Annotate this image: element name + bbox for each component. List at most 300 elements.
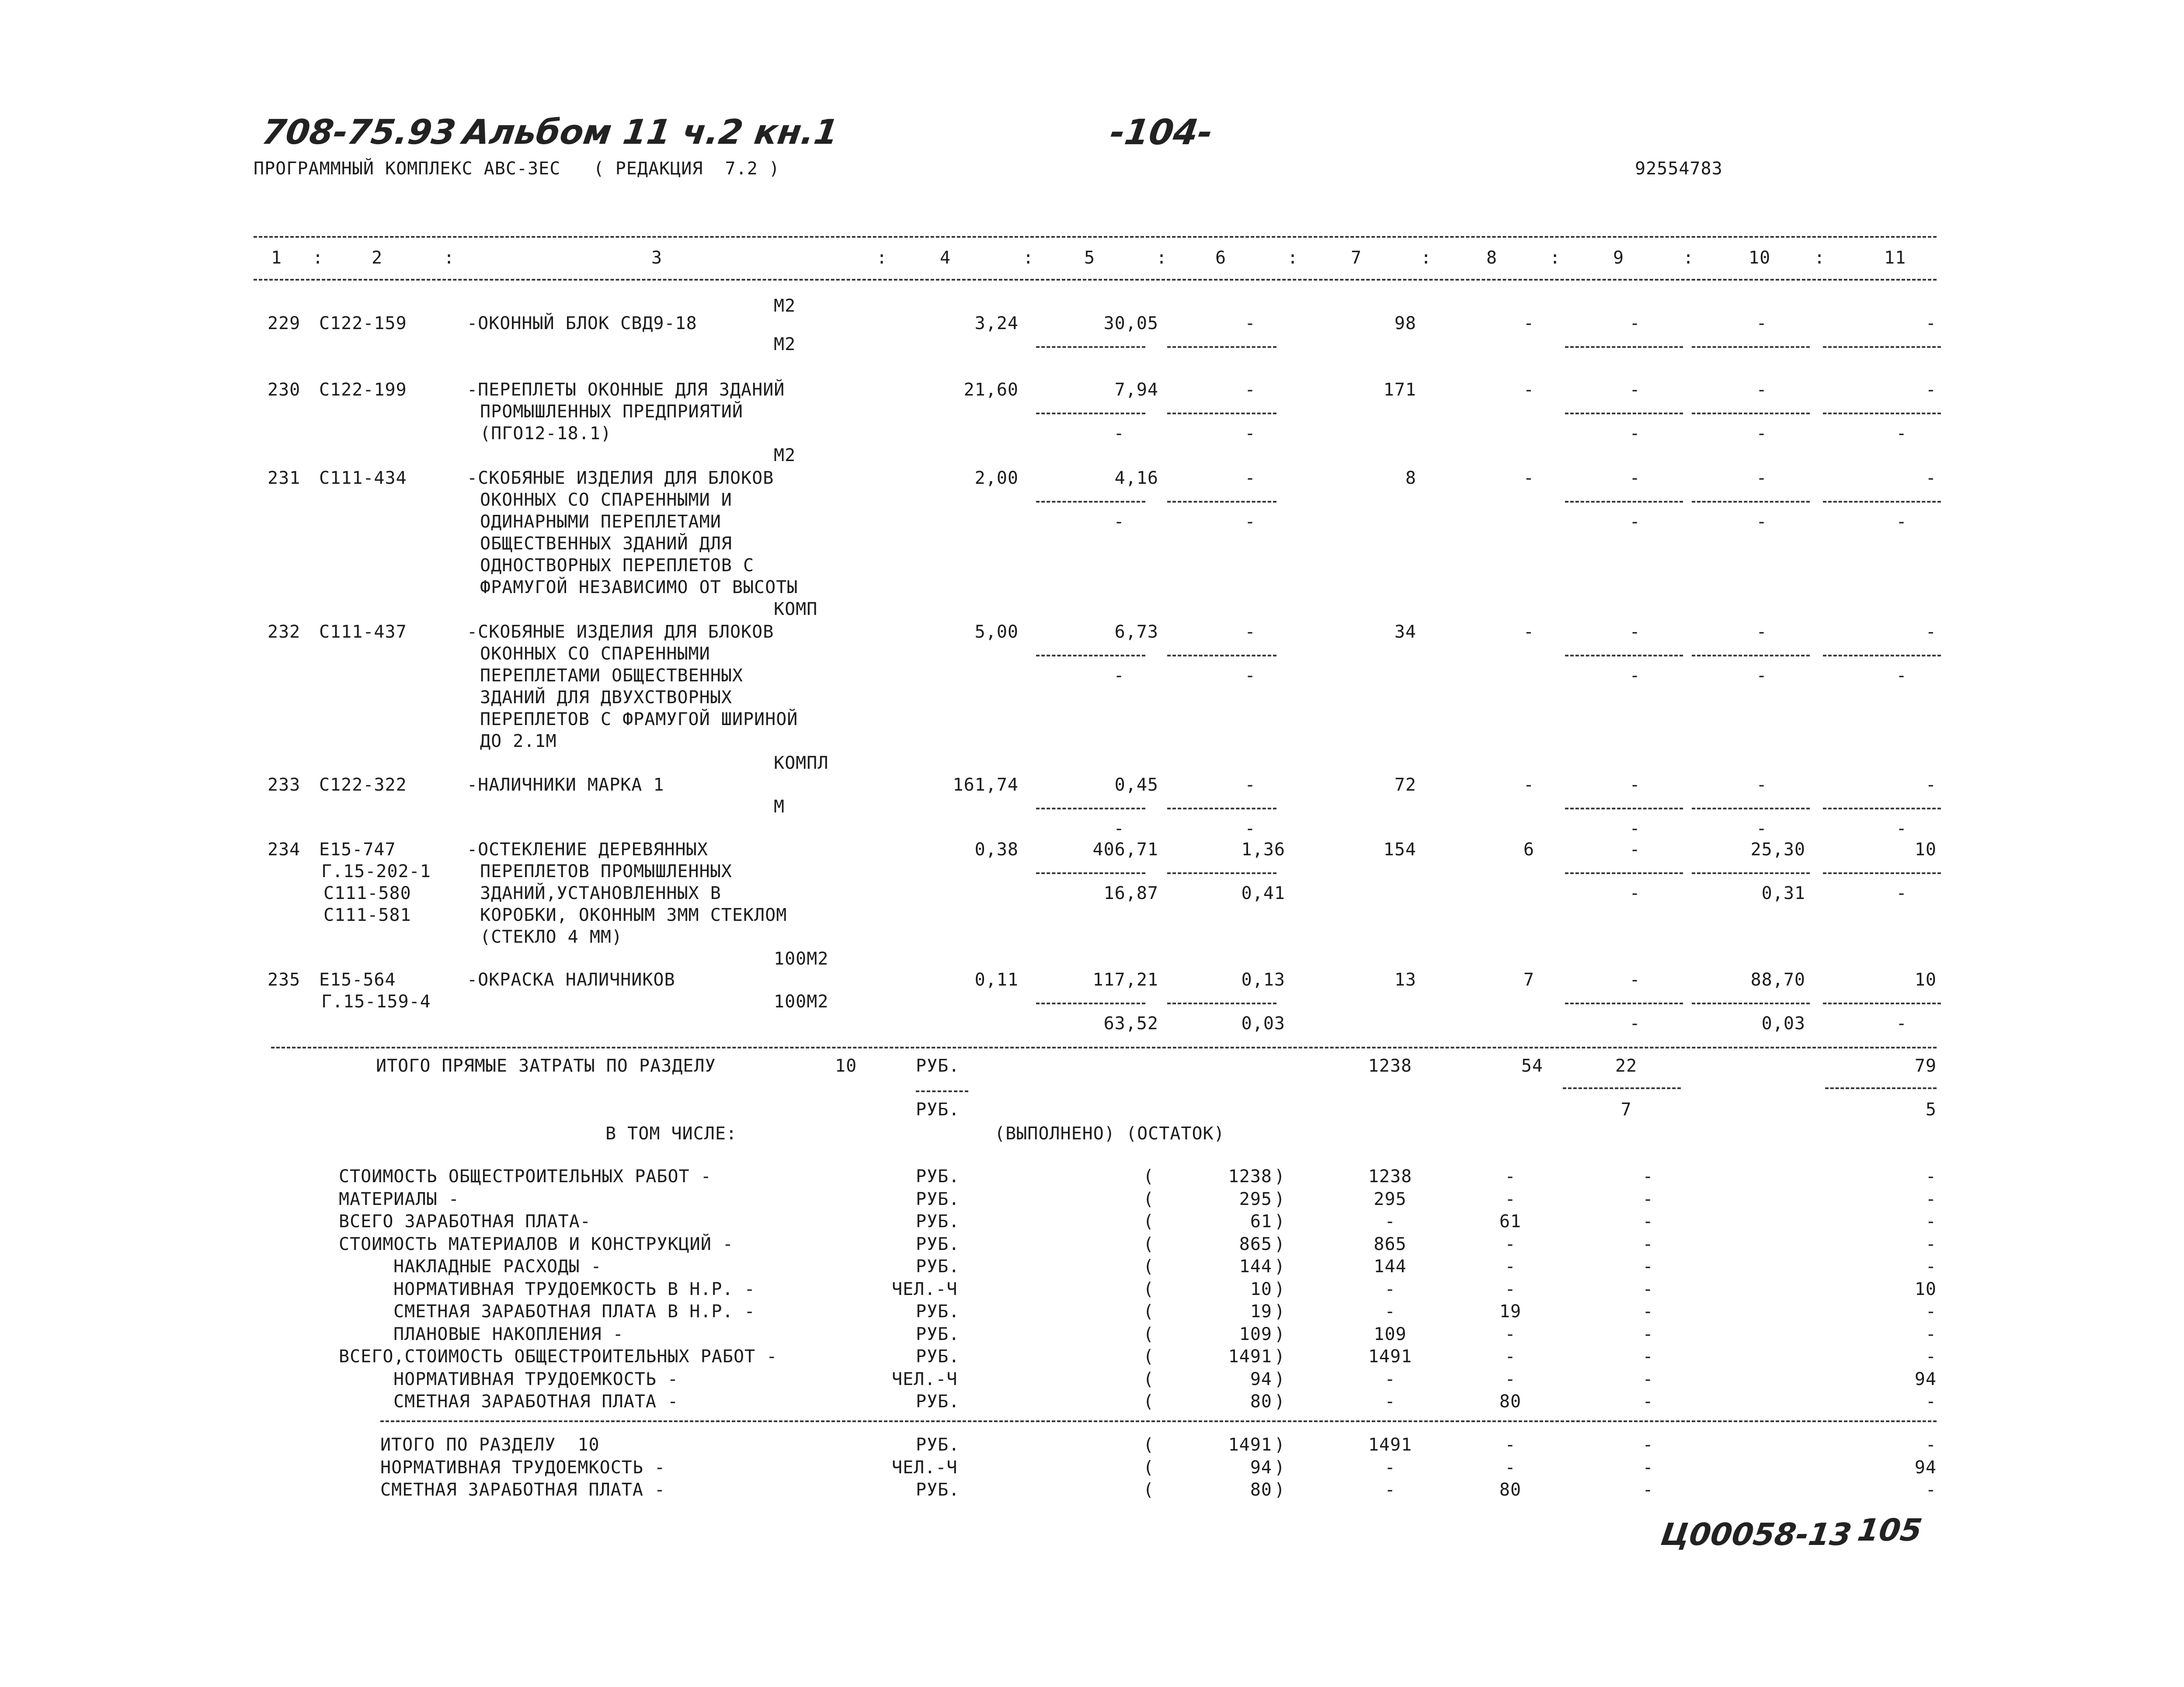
row-cell-c8: - [1523, 775, 1534, 795]
breakdown-paren-value: 144 [1239, 1257, 1272, 1277]
row-cell-divider [1823, 872, 1941, 874]
row-number: 229 [268, 313, 301, 333]
section-total-c7: - [1384, 1457, 1396, 1478]
row-cell-c4: 0,11 [974, 970, 1019, 990]
row-description: (СТЕКЛО 4 ММ) [480, 927, 623, 947]
totals-direct-c11b: 5 [1925, 1100, 1937, 1120]
row-cell-c10b: - [1756, 666, 1767, 686]
row-cell-c7: 72 [1394, 775, 1416, 795]
section-total-c9: - [1642, 1457, 1654, 1478]
column-separator: : [1550, 248, 1561, 268]
breakdown-c7: 1238 [1368, 1166, 1412, 1187]
breakdown-c9: - [1642, 1324, 1654, 1344]
breakdown-label: СТОИМОСТЬ ОБЩЕСТРОИТЕЛЬНЫХ РАБОТ - [339, 1166, 712, 1187]
row-description: ЗДАНИЙ ДЛЯ ДВУХСТВОРНЫХ [480, 687, 732, 708]
breakdown-paren-value: 865 [1239, 1234, 1272, 1254]
row-cell-divider [1692, 501, 1810, 503]
row-cell-c11b: - [1896, 819, 1907, 839]
breakdown-c11: - [1925, 1257, 1937, 1277]
row-cell-c4: 21,60 [963, 380, 1019, 400]
row-cell-c9: - [1629, 775, 1641, 795]
breakdown-paren-value: 1238 [1228, 1166, 1272, 1187]
row-cell-divider [1565, 808, 1683, 809]
row-cell-divider [1167, 655, 1276, 656]
row-cell-c7: 171 [1383, 380, 1416, 400]
section-total-c7: - [1384, 1480, 1396, 1500]
breakdown-paren-open: ( [1143, 1211, 1155, 1232]
row-description: ОДИНАРНЫМИ ПЕРЕПЛЕТАМИ [480, 512, 721, 532]
breakdown-c9: - [1642, 1369, 1654, 1389]
row-unit: 100М2 [774, 992, 829, 1012]
column-separator: : [444, 248, 455, 268]
breakdown-c8: - [1505, 1324, 1516, 1344]
breakdown-label: СМЕТНАЯ ЗАРАБОТНАЯ ПЛАТА - [393, 1392, 679, 1412]
breakdown-c8: 19 [1499, 1302, 1522, 1322]
row-cell-c11: - [1925, 622, 1937, 642]
breakdown-paren-value: 10 [1250, 1279, 1272, 1299]
column-header-9: 9 [1613, 248, 1624, 268]
row-cell-c7: 154 [1383, 840, 1416, 860]
column-header-7: 7 [1351, 248, 1362, 268]
totals-unit-underline [916, 1090, 968, 1092]
row-cell-c9b: - [1629, 512, 1641, 532]
row-cell-c6b: - [1245, 512, 1256, 532]
section-total-c11: - [1925, 1480, 1937, 1500]
breakdown-paren-open: ( [1143, 1166, 1155, 1187]
row-code: С122-199 [319, 380, 407, 400]
breakdown-c7: 295 [1374, 1189, 1407, 1209]
breakdown-label: НАКЛАДНЫЕ РАСХОДЫ - [393, 1257, 602, 1277]
row-cell-divider [1823, 413, 1941, 414]
row-cell-divider [1565, 346, 1683, 348]
section-total-c11: - [1925, 1435, 1937, 1455]
breakdown-label: СТОИМОСТЬ МАТЕРИАЛОВ И КОНСТРУКЦИЙ - [339, 1234, 734, 1254]
row-cell-c4: 161,74 [953, 775, 1019, 795]
row-number: 233 [268, 775, 301, 795]
row-cell-c6: - [1245, 313, 1256, 333]
breakdown-paren-close: ) [1274, 1189, 1286, 1209]
row-cell-divider [1692, 808, 1810, 809]
row-cell-c6b: - [1245, 666, 1256, 686]
row-code: С122-159 [319, 313, 407, 333]
breakdown-paren-open: ( [1143, 1369, 1155, 1389]
row-cell-c10: - [1756, 775, 1767, 795]
column-header-4: 4 [940, 248, 951, 268]
row-cell-divider [1692, 872, 1810, 874]
section-total-c9: - [1642, 1480, 1654, 1500]
row-cell-divider [1036, 1003, 1145, 1004]
section-total-c8: 80 [1499, 1480, 1522, 1500]
row-cell-c8: - [1523, 622, 1534, 642]
row-cell-divider [1692, 1003, 1810, 1004]
row-cell-divider [1823, 655, 1941, 656]
column-header-3: 3 [651, 248, 663, 268]
row-cell-c11: - [1925, 380, 1937, 400]
row-cell-c9: - [1629, 970, 1641, 990]
row-cell-divider [1823, 346, 1941, 348]
row-code: С122-322 [319, 775, 407, 795]
breakdown-unit: РУБ. [916, 1324, 960, 1344]
row-unit-top: М2 [774, 296, 796, 316]
row-cell-c5b: 16,87 [1103, 883, 1158, 903]
breakdown-c9: - [1642, 1347, 1654, 1367]
row-cell-c8: - [1523, 380, 1534, 400]
handwritten-footer-page: 105 [1855, 1512, 1924, 1548]
section-total-c8: - [1505, 1457, 1516, 1478]
breakdown-c11: 94 [1914, 1369, 1937, 1389]
totals-c9-underline [1563, 1087, 1681, 1089]
breakdown-c7: - [1384, 1302, 1396, 1322]
row-cell-c9: - [1629, 840, 1641, 860]
breakdown-c8: - [1505, 1189, 1516, 1209]
breakdown-c11: - [1925, 1392, 1937, 1412]
breakdown-paren-value: 19 [1250, 1302, 1272, 1322]
section-total-unit: РУБ. [916, 1480, 960, 1500]
row-cell-c5b: - [1113, 666, 1125, 686]
row-cell-divider [1565, 501, 1683, 503]
breakdown-c7: - [1384, 1211, 1396, 1232]
row-cell-divider [1565, 655, 1683, 656]
row-cell-c6: - [1245, 380, 1256, 400]
column-header-11: 11 [1884, 248, 1906, 268]
row-cell-c11: 10 [1914, 970, 1937, 990]
row-cell-c9: - [1629, 622, 1641, 642]
row-description: -СКОБЯНЫЕ ИЗДЕЛИЯ ДЛЯ БЛОКОВ [467, 622, 774, 642]
column-header-2: 2 [372, 248, 383, 268]
row-description: -ОКОННЫЙ БЛОК СВД9-18 [467, 313, 697, 333]
totals-direct-unit2: РУБ. [916, 1100, 960, 1120]
header-rule-bottom [254, 279, 1937, 281]
row-cell-c10: 88,70 [1750, 970, 1805, 990]
section-total-c9: - [1642, 1435, 1654, 1455]
breakdown-c11: - [1925, 1302, 1937, 1322]
breakdown-c11: - [1925, 1211, 1937, 1232]
breakdown-unit: РУБ. [916, 1392, 960, 1412]
row-cell-divider [1167, 1003, 1276, 1004]
row-cell-c9: - [1629, 380, 1641, 400]
breakdown-unit: РУБ. [916, 1257, 960, 1277]
row-unit: КОМПЛ [774, 753, 829, 773]
row-cell-c5: 406,71 [1092, 840, 1158, 860]
breakdown-label: ВСЕГО ЗАРАБОТНАЯ ПЛАТА- [339, 1211, 591, 1232]
row-cell-divider [1692, 655, 1810, 656]
section-total-paren-close: ) [1274, 1457, 1286, 1478]
row-cell-divider [1167, 413, 1276, 414]
breakdown-c9: - [1642, 1211, 1654, 1232]
totals-direct-c9: 22 [1615, 1056, 1638, 1076]
row-cell-divider [1036, 655, 1145, 656]
breakdown-c8: - [1505, 1257, 1516, 1277]
row-description: ЗДАНИЙ,УСТАНОВЛЕННЫХ В [480, 883, 721, 903]
breakdown-label: НОРМАТИВНАЯ ТРУДОЕМКОСТЬ В Н.Р. - [393, 1279, 755, 1299]
breakdown-paren-close: ) [1274, 1324, 1286, 1344]
section-total-paren-value: 1491 [1228, 1435, 1272, 1455]
row-cell-c5: 4,16 [1114, 468, 1158, 488]
row-cell-c5: 30,05 [1103, 313, 1158, 333]
breakdown-unit: РУБ. [916, 1347, 960, 1367]
breakdown-paren-open: ( [1143, 1279, 1155, 1299]
row-cell-c9: - [1629, 468, 1641, 488]
row-cell-c9b: - [1629, 666, 1641, 686]
row-description: ПЕРЕПЛЕТОВ ПРОМЫШЛЕННЫХ [480, 861, 732, 882]
row-cell-c4: 0,38 [974, 840, 1019, 860]
row-cell-c6: 0,13 [1241, 970, 1285, 990]
section-total-paren-close: ) [1274, 1435, 1286, 1455]
row-description: -СКОБЯНЫЕ ИЗДЕЛИЯ ДЛЯ БЛОКОВ [467, 468, 774, 488]
section-total-paren-close: ) [1274, 1480, 1286, 1500]
row-description: ОБЩЕСТВЕННЫХ ЗДАНИЙ ДЛЯ [480, 534, 732, 554]
breakdown-paren-close: ) [1274, 1166, 1286, 1187]
row-cell-c11b: - [1896, 1014, 1907, 1034]
row-cell-c10: - [1756, 380, 1767, 400]
done-rest-label: (ВЫПОЛНЕНО) (ОСТАТОК) [995, 1124, 1225, 1144]
row-cell-c10: - [1756, 468, 1767, 488]
row-number: 234 [268, 840, 301, 860]
row-cell-c7: 34 [1394, 622, 1416, 642]
breakdown-label: МАТЕРИАЛЫ - [339, 1189, 459, 1209]
row-cell-c11b: - [1896, 883, 1907, 903]
totals-rule [271, 1047, 1937, 1048]
column-separator: : [1421, 248, 1432, 268]
row-cell-c6: 1,36 [1241, 840, 1285, 860]
breakdown-c11: - [1925, 1234, 1937, 1254]
section-total-paren-value: 94 [1250, 1457, 1272, 1478]
row-description: ДО 2.1М [480, 731, 557, 751]
row-cell-c5b: - [1113, 819, 1125, 839]
breakdown-c8: - [1505, 1166, 1516, 1187]
totals-direct-c7: 1238 [1368, 1056, 1412, 1076]
row-cell-divider [1692, 346, 1810, 348]
row-cell-c11: - [1925, 468, 1937, 488]
row-number: 230 [268, 380, 301, 400]
column-header-5: 5 [1084, 248, 1095, 268]
breakdown-c7: 109 [1374, 1324, 1407, 1344]
breakdown-paren-value: 1491 [1228, 1347, 1272, 1367]
row-description: (ПГО12-18.1) [480, 423, 612, 444]
breakdown-paren-close: ) [1274, 1369, 1286, 1389]
breakdown-c11: - [1925, 1324, 1937, 1344]
row-description: -ОСТЕКЛЕНИЕ ДЕРЕВЯННЫХ [467, 840, 708, 860]
row-cell-c6b: 0,41 [1241, 883, 1285, 903]
section-total-unit: РУБ. [916, 1435, 960, 1455]
row-cell-c6: - [1245, 622, 1256, 642]
column-separator: : [313, 248, 324, 268]
breakdown-c11: - [1925, 1189, 1937, 1209]
row-cell-divider [1565, 872, 1683, 874]
breakdown-c9: - [1642, 1392, 1654, 1412]
breakdown-c9: - [1642, 1189, 1654, 1209]
breakdown-c7: - [1384, 1392, 1396, 1412]
row-code: С111-434 [319, 468, 407, 488]
breakdown-paren-open: ( [1143, 1189, 1155, 1209]
row-cell-c10b: - [1756, 512, 1767, 532]
breakdown-c9: - [1642, 1166, 1654, 1187]
row-code: С111-580 [323, 883, 411, 903]
breakdown-paren-open: ( [1143, 1347, 1155, 1367]
row-cell-c11b: - [1896, 423, 1907, 444]
breakdown-paren-value: 61 [1250, 1211, 1272, 1232]
row-description: -НАЛИЧНИКИ МАРКА 1 [467, 775, 664, 795]
totals-direct-c11: 79 [1914, 1056, 1937, 1076]
row-cell-c10: - [1756, 313, 1767, 333]
breakdown-unit: РУБ. [916, 1211, 960, 1232]
row-cell-divider [1692, 413, 1810, 414]
row-cell-divider [1036, 501, 1145, 503]
row-cell-c4: 5,00 [974, 622, 1019, 642]
row-description: ОКОННЫХ СО СПАРЕННЫМИ И [480, 490, 732, 510]
row-description: КОРОБКИ, ОКОННЫМ 3ММ СТЕКЛОМ [480, 905, 787, 925]
row-cell-c6b: 0,03 [1241, 1014, 1285, 1034]
row-cell-c7: 13 [1394, 970, 1416, 990]
breakdown-paren-value: 109 [1239, 1324, 1272, 1344]
handwritten-page-number: -104- [1107, 112, 1215, 153]
row-cell-c7: 8 [1405, 468, 1416, 488]
handwritten-code: 708-75.93 [259, 113, 459, 152]
section-total-paren-open: ( [1143, 1480, 1155, 1500]
breakdown-paren-close: ) [1274, 1211, 1286, 1232]
breakdown-paren-close: ) [1274, 1234, 1286, 1254]
row-cell-c5b: 63,52 [1103, 1014, 1158, 1034]
breakdown-paren-value: 295 [1239, 1189, 1272, 1209]
breakdown-unit: РУБ. [916, 1302, 960, 1322]
row-number: 232 [268, 622, 301, 642]
breakdown-c8: - [1505, 1369, 1516, 1389]
row-cell-c11b: - [1896, 512, 1907, 532]
breakdown-paren-close: ) [1274, 1257, 1286, 1277]
breakdown-c7: 865 [1374, 1234, 1407, 1254]
breakdown-paren-close: ) [1274, 1279, 1286, 1299]
row-cell-c11: - [1925, 313, 1937, 333]
row-cell-divider [1167, 501, 1276, 503]
totals-direct-c8: 54 [1521, 1056, 1543, 1076]
row-cell-c4: 3,24 [974, 313, 1019, 333]
breakdown-c9: - [1642, 1302, 1654, 1322]
column-separator: : [1683, 248, 1694, 268]
breakdown-label: ПЛАНОВЫЕ НАКОПЛЕНИЯ - [393, 1324, 624, 1344]
row-cell-divider [1167, 808, 1276, 809]
row-number: 231 [268, 468, 301, 488]
section-total-paren-open: ( [1143, 1435, 1155, 1455]
breakdown-label: НОРМАТИВНАЯ ТРУДОЕМКОСТЬ - [393, 1369, 679, 1389]
row-cell-c5b: - [1113, 423, 1125, 444]
section-total-label: НОРМАТИВНАЯ ТРУДОЕМКОСТЬ - [380, 1457, 666, 1478]
row-cell-c8: 7 [1523, 970, 1534, 990]
totals-c11-underline [1825, 1087, 1937, 1089]
row-description: -ПЕРЕПЛЕТЫ ОКОННЫЕ ДЛЯ ЗДАНИЙ [467, 380, 785, 400]
row-description: ПЕРЕПЛЕТОВ С ФРАМУГОЙ ШИРИНОЙ [480, 709, 798, 729]
row-code: Е15-747 [319, 840, 396, 860]
row-cell-c10b: - [1756, 819, 1767, 839]
breakdown-c11: 10 [1914, 1279, 1937, 1299]
row-cell-divider [1036, 872, 1145, 874]
row-cell-c11: - [1925, 775, 1937, 795]
breakdown-label: СМЕТНАЯ ЗАРАБОТНАЯ ПЛАТА В Н.Р. - [393, 1302, 755, 1322]
row-cell-c11b: - [1896, 666, 1907, 686]
row-cell-c5b: - [1113, 512, 1125, 532]
breakdown-paren-close: ) [1274, 1347, 1286, 1367]
row-description: ОДНОСТВОРНЫХ ПЕРЕПЛЕТОВ С [480, 555, 755, 576]
breakdown-paren-close: ) [1274, 1302, 1286, 1322]
totals-direct-label: ИТОГО ПРЯМЫЕ ЗАТРАТЫ ПО РАЗДЕЛУ [376, 1056, 716, 1076]
section-total-c8: - [1505, 1435, 1516, 1455]
row-cell-divider [1036, 808, 1145, 809]
section-total-c11: 94 [1914, 1457, 1937, 1478]
doc-number: 92554783 [1635, 159, 1723, 179]
row-cell-c6b: - [1245, 819, 1256, 839]
row-cell-c8: - [1523, 313, 1534, 333]
header-rule-top [254, 236, 1937, 238]
column-separator: : [1156, 248, 1168, 268]
row-cell-c5: 6,73 [1114, 622, 1158, 642]
breakdown-c11: - [1925, 1347, 1937, 1367]
row-description: ПЕРЕПЛЕТАМИ ОБЩЕСТВЕННЫХ [480, 666, 743, 686]
section-total-paren-value: 80 [1250, 1480, 1272, 1500]
breakdown-unit: РУБ. [916, 1189, 960, 1209]
section-totals-rule [380, 1420, 1937, 1422]
breakdown-paren-open: ( [1143, 1324, 1155, 1344]
row-cell-c5: 7,94 [1114, 380, 1158, 400]
breakdown-unit: РУБ. [916, 1234, 960, 1254]
row-cell-c8: 6 [1523, 840, 1534, 860]
row-cell-divider [1167, 872, 1276, 874]
row-cell-c8: - [1523, 468, 1534, 488]
row-number: 235 [268, 970, 301, 990]
column-separator: : [1023, 248, 1034, 268]
row-cell-divider [1823, 1003, 1941, 1004]
row-cell-c10b: 0,03 [1761, 1014, 1805, 1034]
row-unit: М2 [774, 334, 796, 354]
breakdown-paren-value: 94 [1250, 1369, 1272, 1389]
section-total-label: ИТОГО ПО РАЗДЕЛУ 10 [380, 1435, 600, 1455]
breakdown-unit: РУБ. [916, 1166, 960, 1187]
row-cell-c9: - [1629, 313, 1641, 333]
row-description: ОКОННЫХ СО СПАРЕННЫМИ [480, 644, 710, 664]
row-cell-divider [1036, 413, 1145, 414]
section-total-c7: 1491 [1368, 1435, 1412, 1455]
breakdown-c8: - [1505, 1234, 1516, 1254]
row-unit: М2 [774, 445, 796, 465]
breakdown-c8: 61 [1499, 1211, 1522, 1232]
section-total-label: СМЕТНАЯ ЗАРАБОТНАЯ ПЛАТА - [380, 1480, 666, 1500]
row-cell-divider [1823, 501, 1941, 503]
breakdown-label: ВСЕГО,СТОИМОСТЬ ОБЩЕСТРОИТЕЛЬНЫХ РАБОТ - [339, 1347, 778, 1367]
row-cell-divider [1565, 1003, 1683, 1004]
column-separator: : [1814, 248, 1826, 268]
breakdown-paren-open: ( [1143, 1257, 1155, 1277]
row-code: Г.15-202-1 [321, 861, 431, 882]
row-cell-c9b: - [1629, 883, 1641, 903]
row-cell-c10b: - [1756, 423, 1767, 444]
row-cell-c6: - [1245, 775, 1256, 795]
column-header-6: 6 [1215, 248, 1227, 268]
row-description: -ОКРАСКА НАЛИЧНИКОВ [467, 970, 675, 990]
breakdown-c9: - [1642, 1234, 1654, 1254]
section-total-paren-open: ( [1143, 1457, 1155, 1478]
row-description: ФРАМУГОЙ НЕЗАВИСИМО ОТ ВЫСОТЫ [480, 577, 798, 597]
breakdown-c7: 144 [1374, 1257, 1407, 1277]
breakdown-c8: - [1505, 1347, 1516, 1367]
row-cell-c9b: - [1629, 423, 1641, 444]
breakdown-c8: - [1505, 1279, 1516, 1299]
breakdown-c11: - [1925, 1166, 1937, 1187]
row-unit: М [774, 797, 785, 817]
breakdown-paren-open: ( [1143, 1392, 1155, 1412]
breakdown-c9: - [1642, 1279, 1654, 1299]
row-description: ПРОМЫШЛЕННЫХ ПРЕДПРИЯТИЙ [480, 402, 743, 422]
row-cell-c5: 0,45 [1114, 775, 1158, 795]
row-cell-c9b: - [1629, 819, 1641, 839]
in-which-label: В ТОМ ЧИСЛЕ: [605, 1124, 737, 1144]
